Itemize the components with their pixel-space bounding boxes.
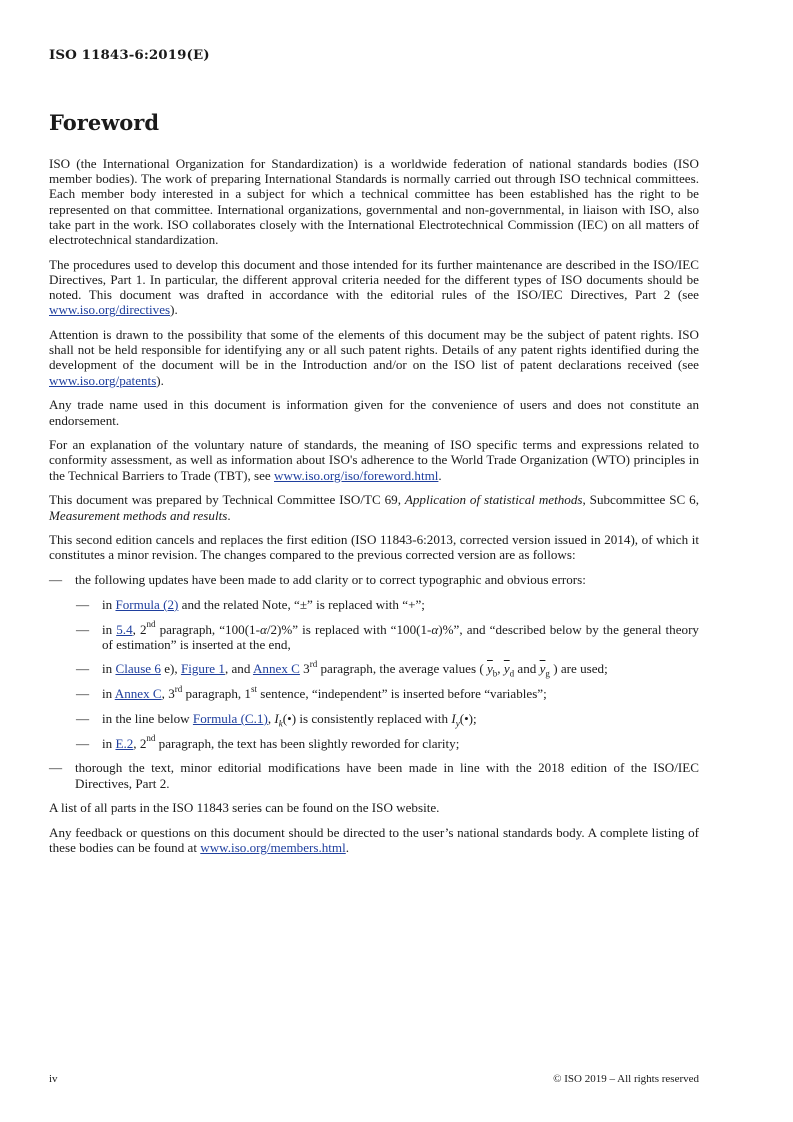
link-annex-c[interactable]: Annex C — [252, 661, 300, 677]
link-patents[interactable]: www.iso.org/patents — [49, 372, 157, 388]
list-subitem-e-2: — in E.2, 2nd paragraph, the text has been slightly reworded for clarity; — [76, 733, 460, 751]
document-identifier: ISO 11843-6:2019(E) — [49, 47, 210, 63]
copyright-notice: © ISO 2019 – All rights reserved — [553, 1073, 699, 1085]
dash-marker: — — [76, 661, 90, 677]
paragraph-voluntary-nature: For an explanation of the voluntary nature of standards, the meaning of ISO specific terms and expressions related to conformity assessment, as well as information about ISO's adherence to the World Trade Organization (WTO) principles in the Technical Barriers to Trade (TBT), see www.iso.org/iso/foreword.html. — [49, 437, 699, 483]
dash-marker: — — [76, 710, 90, 726]
list-subitem-formula-2: — in Formula (2) and the related Note, “±” is replaced with “+”; — [76, 596, 425, 612]
dash-marker: — — [76, 686, 90, 702]
section-title: Foreword — [49, 110, 160, 135]
y-bar-g: $\overline{y}$ — [539, 661, 546, 677]
paragraph-procedures: The procedures used to develop this document and those intended for its further maintenance are described in the ISO/IEC Directives, Part 1. In particular, the different approval criteria needed for the different types of ISO documents should be noted. This document was drafted in accordance with the editorial rules of the ISO/IEC Directives, Part 2 (see www.iso.org/directives). — [49, 256, 699, 318]
y-bar-b: $\overline{y}$ — [486, 661, 493, 677]
dash-marker: — — [76, 596, 90, 612]
dash-marker: — — [76, 735, 90, 751]
link-annex-c-2[interactable]: Annex C — [114, 686, 162, 702]
dash-marker: — — [76, 621, 90, 637]
page-number: iv — [49, 1073, 58, 1085]
link-members[interactable]: www.iso.org/members.html — [200, 840, 346, 856]
list-item-updates: — the following updates have been made to add clarity or to correct typographic and obvious errors: — [49, 572, 586, 588]
list-subitem-annex-c: — in Annex C, 3rd paragraph, 1st sentence, “independent” is inserted before “variables”; — [76, 683, 547, 702]
link-formula-c1[interactable]: Formula (C.1) — [192, 710, 268, 726]
link-clause-6[interactable]: Clause 6 — [115, 661, 161, 677]
y-bar-d: $\overline{y}$ — [503, 661, 510, 677]
list-subitem-5-4: — in 5.4, 2nd paragraph, “100(1-α/2)%” is replaced with “100(1-α)%”, and “described below by the general theory of estimation” is inserted at the end, — [76, 619, 699, 652]
paragraph-trade-name: Any trade name used in this document is information given for the convenience of users and does not constitute an endorsement. — [49, 397, 699, 428]
link-e-2[interactable]: E.2 — [115, 735, 134, 751]
link-figure-1[interactable]: Figure 1 — [180, 661, 225, 677]
link-foreword[interactable]: www.iso.org/iso/foreword.html — [274, 467, 439, 483]
paragraph-edition: This second edition cancels and replaces the first edition (ISO 11843-6:2013, corrected version issued in 2014), of which it constitutes a minor revision. The changes compared to the previous corrected version are as follows: — [49, 532, 699, 563]
paragraph-feedback: Any feedback or questions on this document should be directed to the user’s national standards body. A complete listing of these bodies can be found at www.iso.org/members.html. — [49, 824, 699, 856]
list-subitem-formula-c1: — in the line below Formula (C.1), $I_k(•)$ is consistently replaced with $I_y(•)$; — [76, 710, 477, 729]
paragraph-iso-intro: ISO (the International Organization for Standardization) is a worldwide federation of national standards bodies (ISO member bodies). The work of preparing International Standards is normally carried out through ISO technical committees. Each member body interested in a subject for which a technical committee has been established has the right to be represented on that committee. International organizations, governmental and non-governmental, in liaison with ISO, also take part in the work. ISO collaborates closely with the International Electrotechnical Commission (IEC) on all matters of electrotechnical standardization. — [49, 156, 699, 248]
link-directives[interactable]: www.iso.org/directives — [49, 302, 171, 318]
paragraph-patents: Attention is drawn to the possibility that some of the elements of this document may be the subject of patent rights. ISO shall not be held responsible for identifying any or all such patent rights. Details of any patent rights identified during the development of the document will be in the Introduction and/or on the ISO list of patent declarations received (see www.iso.org/patents). — [49, 327, 699, 388]
list-item-editorial: — thorough the text, minor editorial modifications have been made in line with the 2018 edition of the ISO/IEC Directives, Part 2. — [49, 760, 699, 791]
link-formula-2[interactable]: Formula (2) — [115, 596, 179, 612]
foreword-body — [49, 156, 699, 855]
dash-marker: — — [49, 572, 63, 588]
link-5-4[interactable]: 5.4 — [116, 621, 133, 637]
list-subitem-clause-6: — in Clause 6 e), Figure 1, and Annex C 3rd paragraph, the average values ( $\overline{y}_b$, $\overline{y}_d$ and $\overline{y}_g$ ) are used; — [76, 659, 608, 680]
dash-marker: — — [49, 760, 63, 776]
paragraph-committee: This document was prepared by Technical Committee ISO/TC 69, Application of statistical methods, Subcommittee SC 6, Measurement methods and results. — [49, 492, 699, 523]
paragraph-parts-list: A list of all parts in the ISO 11843 series can be found on the ISO website. — [49, 800, 440, 816]
